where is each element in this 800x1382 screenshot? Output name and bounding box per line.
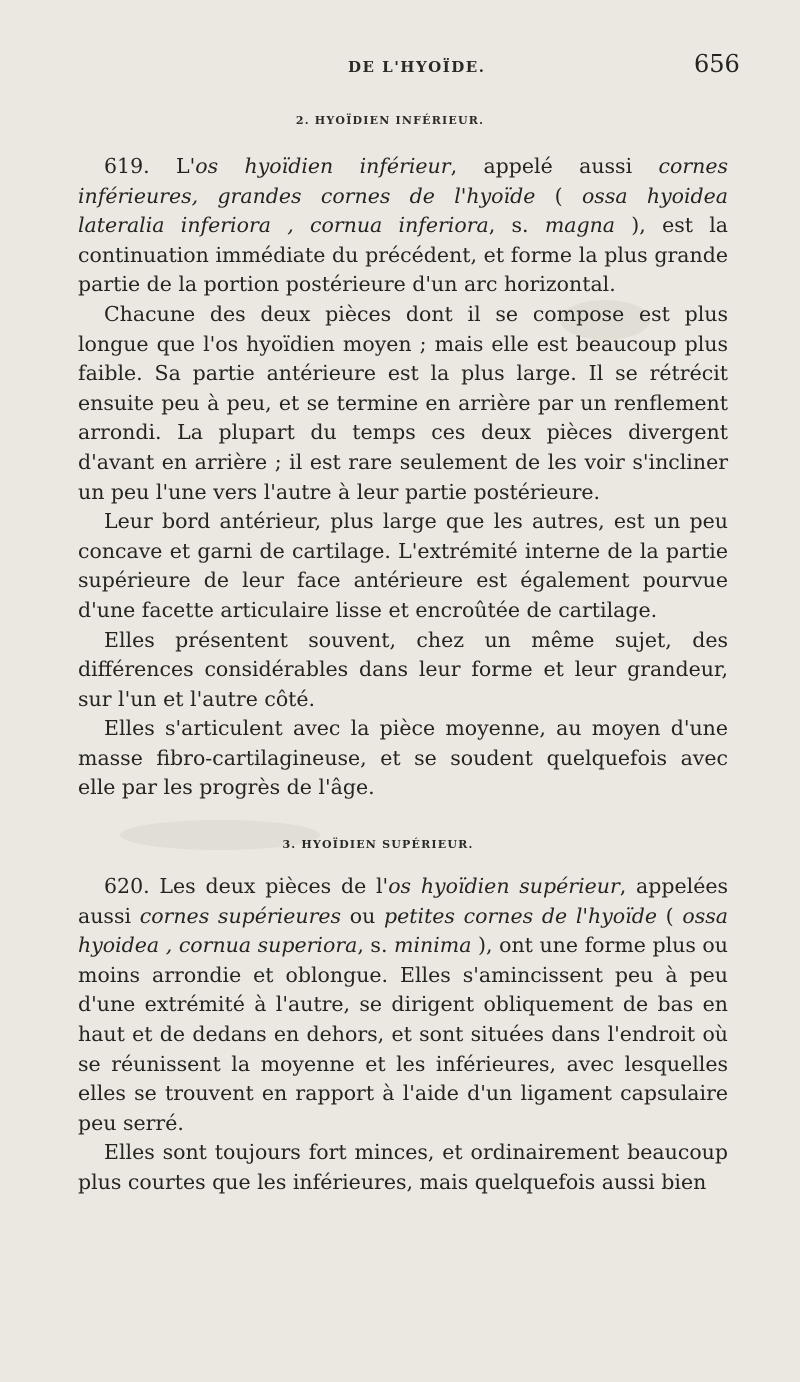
italic-term: magna (544, 213, 616, 238)
running-title: DE L'HYOÏDE. (348, 58, 486, 76)
paragraph-620 (78, 872, 728, 1138)
italic-term: os hyoïdien inférieur (195, 154, 451, 178)
text-run: , appelé aussi (450, 154, 659, 178)
section-heading-hyoidien-inferieur: 2. HYOÏDIEN INFÉRIEUR. (295, 114, 485, 127)
italic-term: os hyoïdien supérieur (388, 874, 620, 898)
paragraph-619 (78, 152, 728, 300)
italic-term: ossa hyoidea , cornua superiora (78, 903, 728, 958)
section-heading-hyoidien-superieur: 3. HYOÏDIEN SUPÉRIEUR. (282, 838, 474, 851)
text-run: , appelées aussi (78, 874, 728, 928)
running-head (0, 50, 800, 84)
paragraph-differences: Elles présentent souvent, chez un même sujet, des différences considérables dans leur forme et leur grandeur, sur l'un et l'autre côté. (78, 627, 728, 711)
italic-term: petites cornes de l'hyoïde (384, 903, 657, 928)
italic-term: cornes inférieures, grandes cornes de l'hyoïde (78, 154, 728, 208)
italic-term: ossa hyoidea lateralia inferiora , cornua inferiora (78, 183, 729, 238)
text-run: ou (341, 903, 385, 928)
paragraph-shape: Chacune des deux pièces dont il se compose est plus longue que l'os hyoïdien moyen ; mais elle est beaucoup plus faible. Sa partie antérieure est la plus large. Il se rétrécit ensuite peu à peu, et se termine en arrière par un renflement arrondi. La plupart du temps ces deux pièces divergent d'avant en arrière ; il est rare seulement de les voir s'incliner un peu l'une vers l'autre à leur partie postérieure. (78, 301, 728, 504)
paragraph-thinness: Elles sont toujours fort minces, et ordinairement beaucoup plus courtes que les inférieures, mais quelquefois aussi bien (78, 1140, 728, 1194)
text-run: L' (176, 154, 196, 178)
paragraph-anterior-edge: Leur bord antérieur, plus large que les autres, est un peu concave et garni de cartilage. L'extrémité interne de la partie supérieure de leur face antérieure est également pourvue d'une facette articulaire lisse et encroûtée de cartilage. (78, 509, 728, 622)
paragraph-number: 620. (104, 874, 150, 898)
paragraph-number: 619. (104, 154, 150, 178)
text-block-inferieur (78, 152, 728, 803)
text-run: , s. (488, 213, 545, 238)
text-block-superieur (78, 872, 728, 1198)
italic-term: cornes supérieures (139, 903, 342, 928)
paragraph-articulation: Elles s'articulent avec la pièce moyenne, au moyen d'une masse fibro-cartilagineuse, et se soudent quelquefois avec elle par les progrès de l'âge. (78, 716, 728, 800)
italic-term: minima (394, 933, 472, 958)
text-run: , s. (357, 933, 395, 958)
text-run: ( (656, 903, 683, 928)
text-run: ), ont une forme plus ou moins arrondie et oblongue. Elles s'amincissent peu à peu d'une extrémité à l'autre, se dirigent obliquement de bas en haut et de dedans en dehors, et sont situées dans l'endroit où se réunissent la moyenne et les inférieures, avec lesquelles elles se trouvent en rapport à l'aide d'un ligament capsulaire peu serré. (78, 933, 728, 1135)
text-run: ( (535, 183, 582, 208)
page-number: 656 (694, 50, 740, 78)
text-run: ), est la continuation immédiate du précédent, et forme la plus grande partie de la portion postérieure d'un arc horizontal. (78, 213, 729, 297)
text-run: Les deux pièces de l' (149, 874, 389, 898)
